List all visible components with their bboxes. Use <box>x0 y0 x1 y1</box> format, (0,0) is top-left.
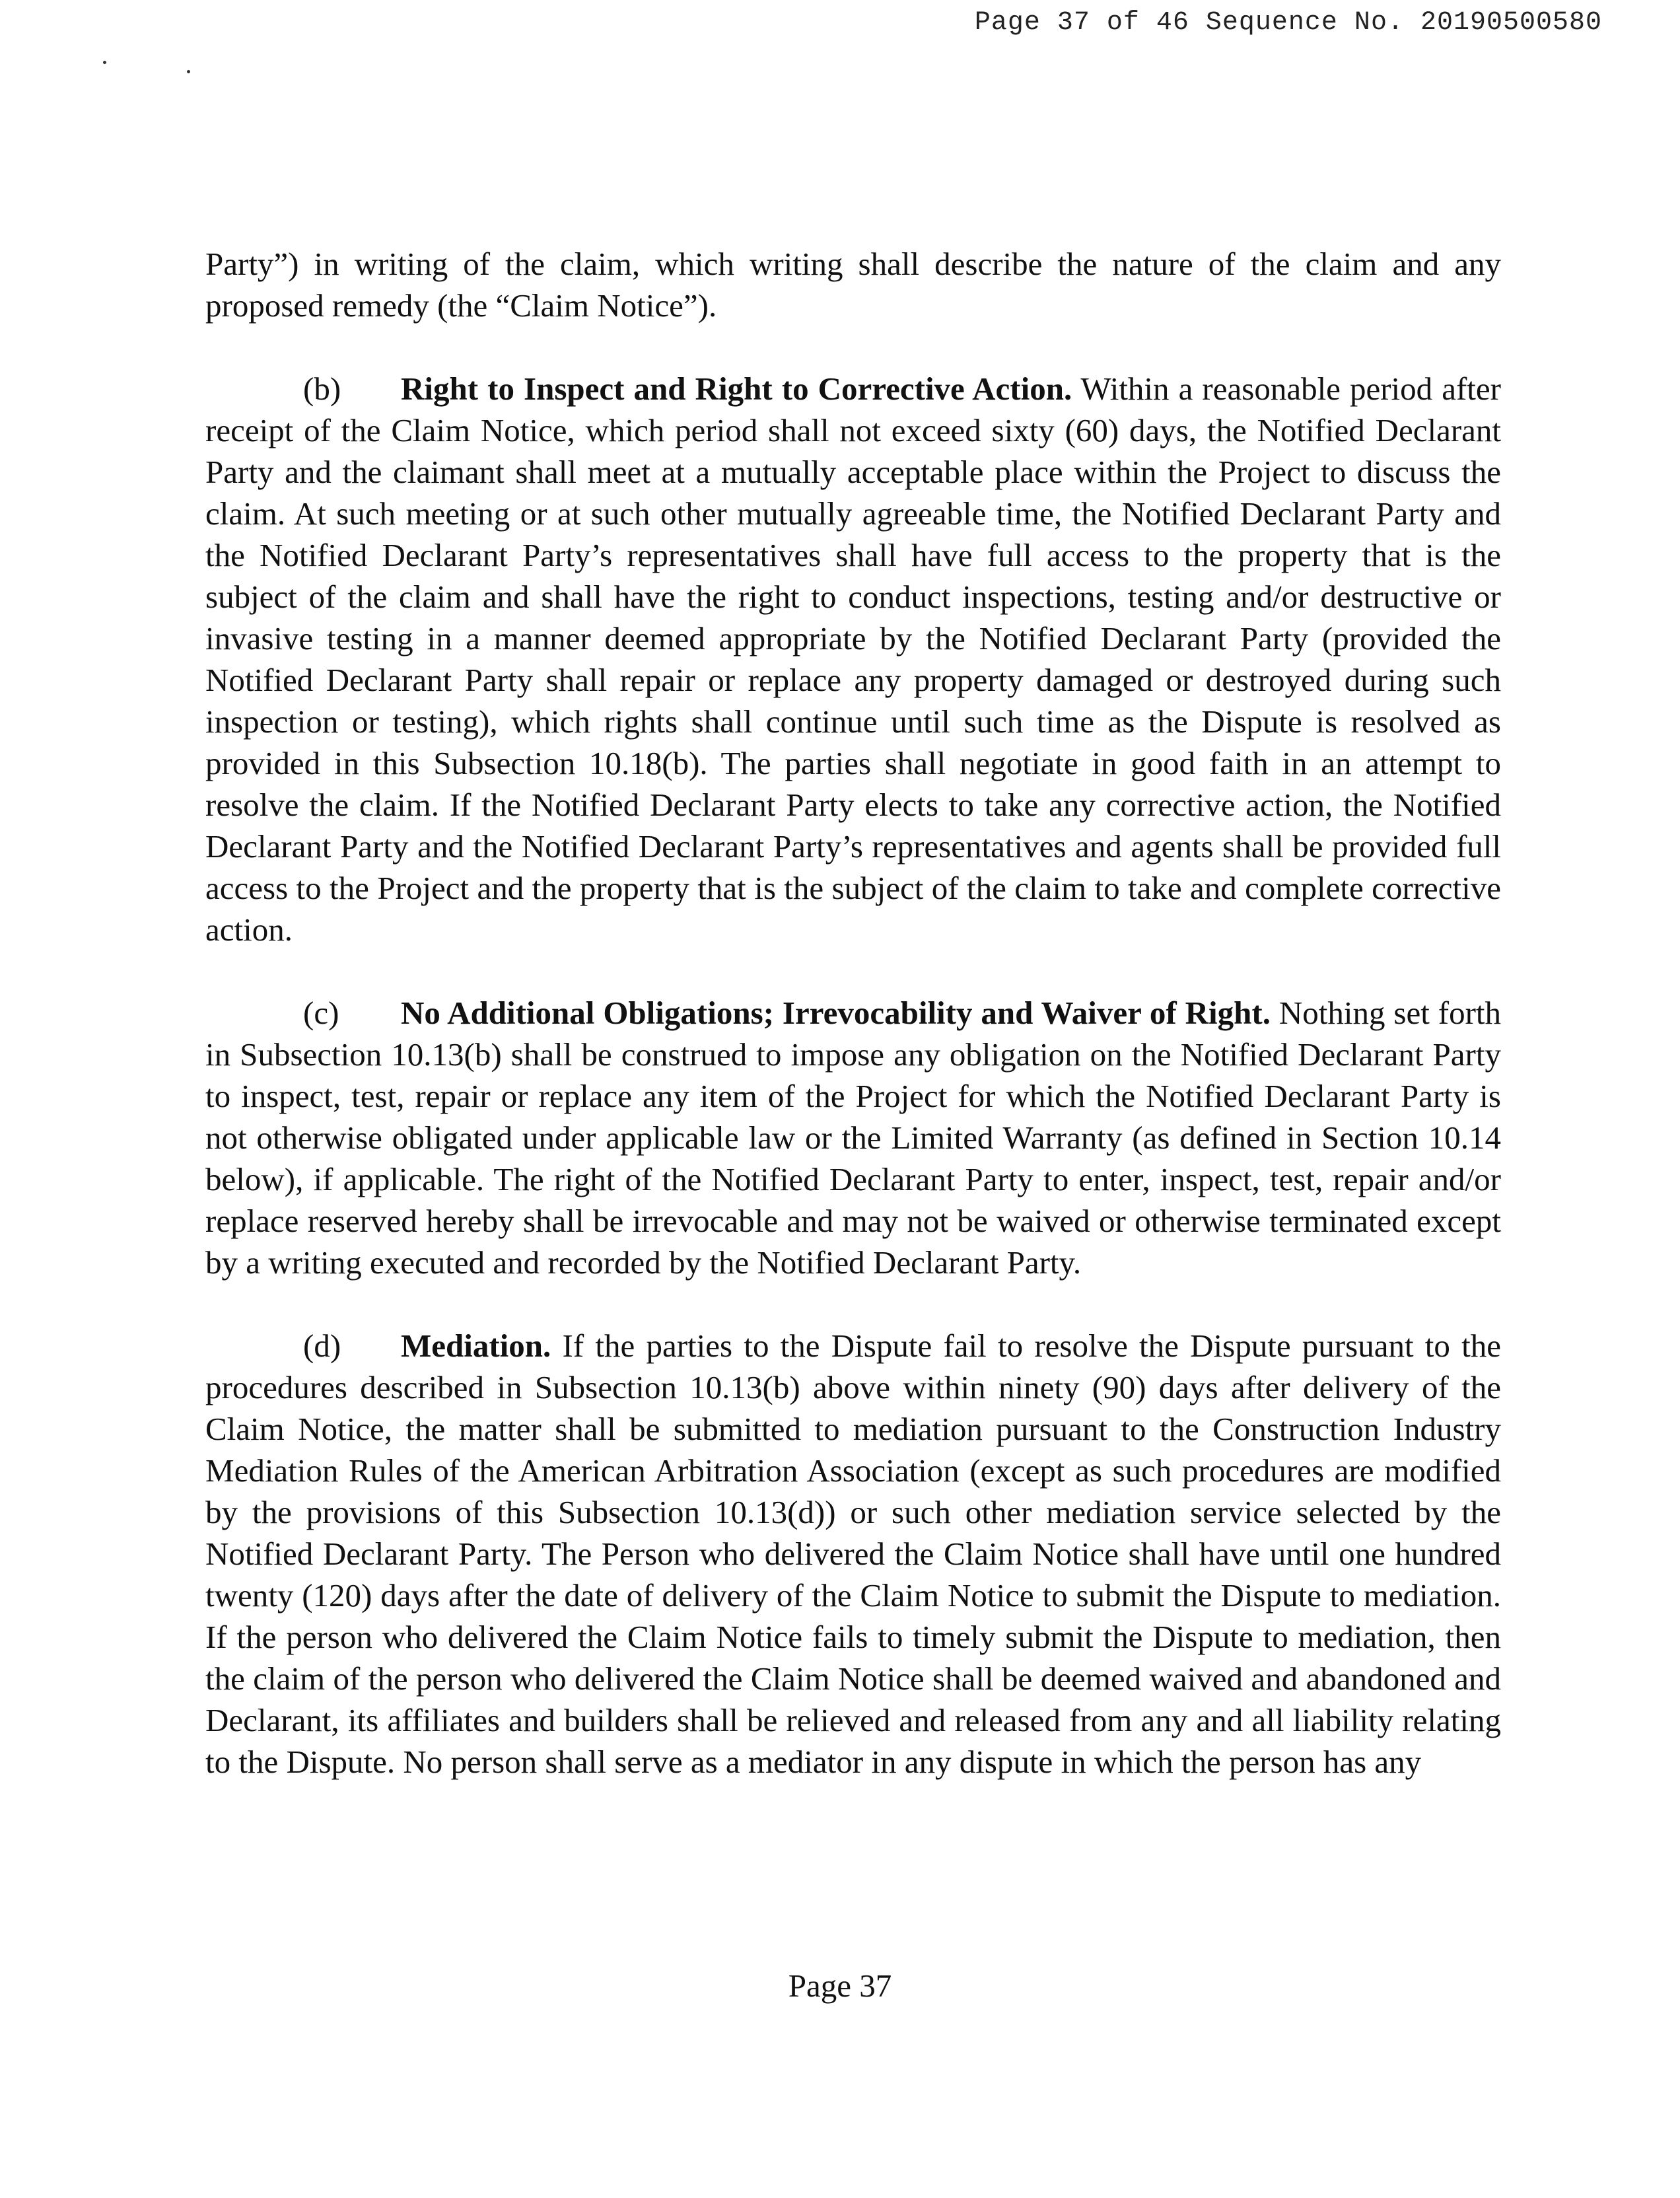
section-b-label: (b) <box>303 371 341 407</box>
section-d-paragraph <box>205 1325 1501 1783</box>
section-d-label: (d) <box>303 1328 341 1364</box>
section-b-body: Within a reasonable period after receipt of the Claim Notice, which period shall not exceed sixty (60) days, the Notified Declarant Party and the claimant shall meet at a mutually acceptable place within the Project to discuss the claim. At such meeting or at such other mutually agreeable time, the Notified Declarant Party and the Notified Declarant Party’s representatives shall have full access to the property that is the subject of the claim and shall have the right to conduct inspections, testing and/or destructive or invasive testing in a manner deemed appropriate by the Notified Declarant Party (provided the Notified Declarant Party shall repair or replace any property damaged or destroyed during such inspection or testing), which rights shall continue until such time as the Dispute is resolved as provided in this Subsection 10.18(b). The parties shall negotiate in good faith in an attempt to resolve the claim. If the Notified Declarant Party elects to take any corrective action, the Notified Declarant Party and the Notified Declarant Party’s representatives and agents shall be provided full access to the Project and the property that is the subject of the claim to take and complete corrective action. <box>205 371 1501 948</box>
section-d-heading: Mediation. <box>401 1328 551 1364</box>
section-c-label: (c) <box>303 995 339 1031</box>
section-b-heading: Right to Inspect and Right to Corrective Action. <box>401 371 1072 407</box>
intro-paragraph: Party”) in writing of the claim, which writing shall describe the nature of the claim and any proposed remedy (the “Claim Notice”). <box>205 246 1501 324</box>
section-d-body: If the parties to the Dispute fail to resolve the Dispute pursuant to the procedures described in Subsection 10.13(b) above within ninety (90) days after delivery of the Claim Notice, the matter shall be submitted to mediation pursuant to the Construction Industry Mediation Rules of the American Arbitration Association (except as such procedures are modified by the provisions of this Subsection 10.13(d)) or such other mediation service selected by the Notified Declarant Party. The Person who delivered the Claim Notice shall have until one hundred twenty (120) days after the date of delivery of the Claim Notice to submit the Dispute to mediation. If the person who delivered the Claim Notice fails to timely submit the Dispute to mediation, then the claim of the person who delivered the Claim Notice shall be deemed waived and abandoned and Declarant, its affiliates and builders shall be relieved and released from any and all liability relating to the Dispute. No person shall serve as a mediator in any dispute in which the person has any <box>205 1328 1502 1780</box>
document-body <box>205 243 1501 1824</box>
scan-speck <box>187 70 190 73</box>
section-c-body: Nothing set forth in Subsection 10.13(b) shall be construed to impose any obligation on the Notified Declarant Party to inspect, test, repair or replace any item of the Project for which the Notified Declarant Party is not otherwise obligated under applicable law or the Limited Warranty (as defined in Section 10.14 below), if applicable. The right of the Notified Declarant Party to enter, inspect, test, repair and/or replace reserved hereby shall be irrevocable and may not be waived or otherwise terminated except by a writing executed and recorded by the Notified Declarant Party. <box>205 995 1502 1281</box>
section-c-paragraph <box>205 992 1501 1283</box>
page-footer: Page 37 <box>788 1968 892 2004</box>
section-b-paragraph <box>205 368 1501 950</box>
scan-speck <box>103 61 106 64</box>
page-sequence-stamp: Page 37 of 46 Sequence No. 20190500580 <box>974 8 1602 38</box>
section-c-heading: No Additional Obligations; Irrevocability and Waiver of Right. <box>401 995 1271 1031</box>
